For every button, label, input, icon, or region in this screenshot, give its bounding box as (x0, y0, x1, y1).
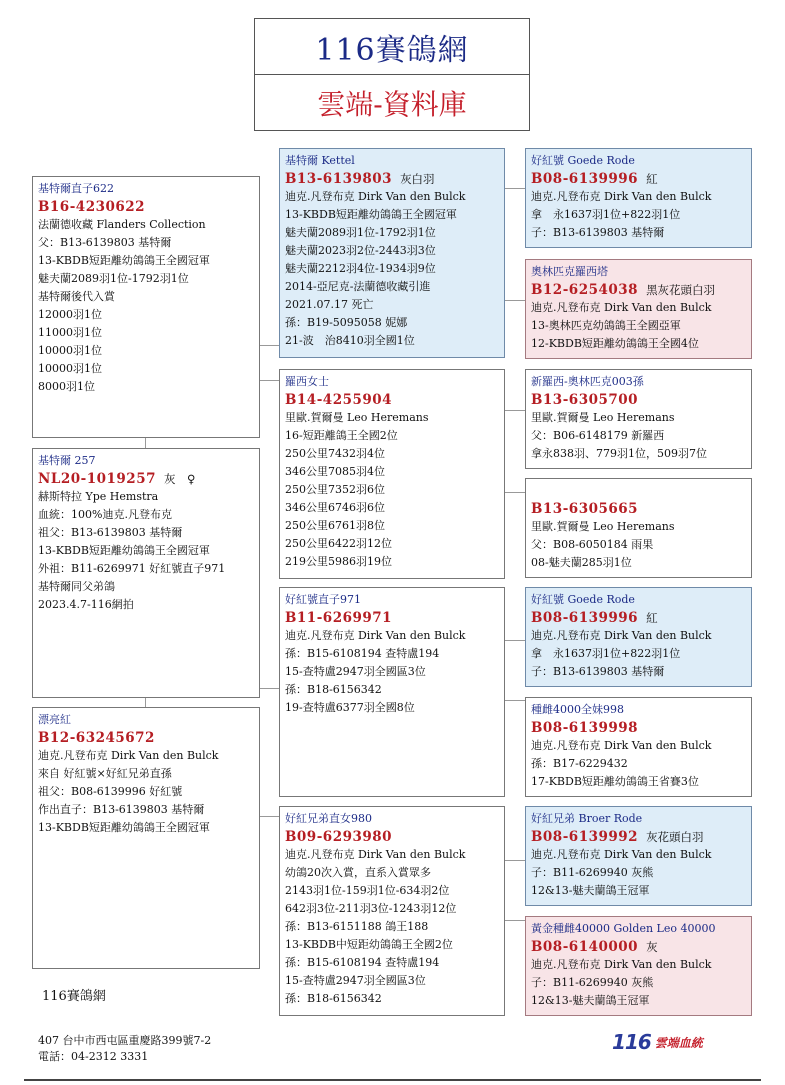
detail-line: 拿 永1637羽1位+822羽1位 (531, 647, 681, 660)
ring-number-text: B09-6293980 (285, 829, 393, 845)
pedigree-card-granddam (279, 806, 505, 1016)
detail-line: 里歐.賀爾曼 Leo Heremans (531, 411, 675, 424)
detail-line: 10000羽1位 (38, 362, 102, 375)
detail-line: 祖父：B13-6139803 基特爾 (38, 526, 183, 539)
contact-info (38, 1033, 211, 1065)
connector-line (505, 700, 525, 701)
detail-line: 基特爾後代入賞 (38, 290, 115, 303)
phone-text: 電話：04-2312 3331 (38, 1050, 149, 1063)
pedigree-card-great-granddam (525, 259, 752, 359)
detail-line: 迪克.凡登布克 Dirk Van den Bulck (531, 629, 712, 642)
detail-line: 魅夫蘭2212羽4位-1934羽9位 (285, 262, 436, 275)
detail-line: 迪克.凡登布克 Dirk Van den Bulck (531, 190, 712, 203)
ring-number-text: B08-6139992 (531, 829, 639, 845)
connector-line (260, 380, 280, 381)
pigeon-details (531, 188, 746, 242)
connector-line (505, 492, 525, 493)
ring-number (285, 391, 499, 409)
ring-number-text: B13-6305665 (531, 501, 639, 517)
detail-line: 祖父：B08-6139996 好紅號 (38, 785, 183, 798)
detail-line: 346公里6746羽6位 (285, 501, 385, 514)
detail-line: 子：B11-6269940 灰熊 (531, 866, 654, 879)
pigeon-details (531, 409, 746, 463)
pigeon-name: 黃金種雌40000 Golden Leo 40000 (531, 922, 716, 935)
detail-line: 19-查特盧6377羽全國8位 (285, 701, 415, 714)
color-note: 紅 (646, 611, 658, 625)
detail-line: 幼鴿20次入賞，直系入賞眾多 (285, 866, 431, 879)
detail-line: 13-KBDB短距離幼鴿鴿王全國冠軍 (38, 544, 210, 557)
detail-line: 基特爾同父弟鴿 (38, 580, 115, 593)
pigeon-name: 基特爾直子622 (38, 182, 114, 195)
pedigree-card-subject (32, 448, 260, 698)
pedigree-card-dam (32, 707, 260, 969)
detail-line: 219公里5986羽19位 (285, 555, 392, 568)
address-text: 407 台中市西屯區重慶路399號7-2 (38, 1034, 212, 1047)
detail-line: 迪克.凡登布克 Dirk Van den Bulck (38, 749, 219, 762)
detail-line: 迪克.凡登布克 Dirk Van den Bulck (285, 190, 466, 203)
detail-line: 13-KBDB短距離幼鴿鴿王全國冠軍 (285, 208, 457, 221)
detail-line: 10000羽1位 (38, 344, 102, 357)
pigeon-name: 基特爾 Kettel (285, 154, 355, 167)
ring-number (531, 609, 746, 627)
footer-site-name: 116賽鴿網 (42, 989, 106, 1004)
detail-line: 12&13-魅夫蘭鴿王冠軍 (531, 884, 650, 897)
detail-line: 里歐.賀爾曼 Leo Heremans (285, 411, 429, 424)
detail-line: 孫：B19-5095058 妮娜 (285, 316, 408, 329)
detail-line: 外祖：B11-6269971 好紅號直子971 (38, 562, 226, 575)
detail-line: 13-KBDB短距離幼鴿鴿王全國冠軍 (38, 821, 210, 834)
ring-number-text: B12-6254038 (531, 282, 639, 298)
pigeon-name: 好紅兄弟直女980 (285, 812, 372, 825)
detail-line: 法蘭德收藏 Flanders Collection (38, 218, 206, 231)
logo-text: 雲端血統 (654, 1035, 703, 1050)
detail-line: 迪克.凡登布克 Dirk Van den Bulck (285, 629, 466, 642)
pigeon-name: 好紅號直子971 (285, 593, 361, 606)
detail-line: 父：B13-6139803 基特爾 (38, 236, 172, 249)
detail-line: 8000羽1位 (38, 380, 95, 393)
ring-number-text: B08-6140000 (531, 939, 639, 955)
connector-line (505, 920, 525, 921)
detail-line: 迪克.凡登布克 Dirk Van den Bulck (531, 301, 712, 314)
detail-line: 父：B06-6148179 新羅西 (531, 429, 665, 442)
detail-line: 拿永838羽、779羽1位，509羽7位 (531, 447, 707, 460)
pigeon-name: 基特爾 257 (38, 454, 96, 467)
pigeon-details (285, 188, 499, 350)
ring-number (531, 281, 746, 299)
database-subtitle: 雲端-資料庫 (254, 74, 530, 131)
pigeon-name: 好紅號 Goede Rode (531, 154, 635, 167)
detail-line: 12&13-魅夫蘭鴿王冠軍 (531, 994, 650, 1007)
pigeon-name: 種雌4000全妹998 (531, 703, 624, 716)
detail-line: 子：B13-6139803 基特爾 (531, 226, 665, 239)
ring-number-text: B08-6139996 (531, 610, 639, 626)
detail-line: 08-魅夫蘭285羽1位 (531, 556, 632, 569)
ring-number (531, 170, 746, 188)
detail-line: 12-KBDB短距離幼鴿鴿王全國4位 (531, 337, 699, 350)
pigeon-details (285, 627, 499, 717)
ring-number (531, 938, 746, 956)
pigeon-details (531, 846, 746, 900)
ring-number-text: B08-6139998 (531, 720, 639, 736)
detail-line: 13-KBDB短距離幼鴿鴿王全國冠軍 (38, 254, 210, 267)
detail-line: 魅夫蘭2089羽1位-1792羽1位 (38, 272, 189, 285)
ring-number-text: B08-6139996 (531, 171, 639, 187)
pigeon-name: 新羅西-奧林匹克003孫 (531, 375, 644, 388)
detail-line: 赫斯特拉 Ype Hemstra (38, 490, 159, 503)
bottom-divider (24, 1079, 761, 1081)
pedigree-card-great-grandsire (525, 148, 752, 248)
pedigree-card-granddam (279, 369, 505, 579)
ring-number-text: B14-4255904 (285, 392, 393, 408)
detail-line: 子：B13-6139803 基特爾 (531, 665, 665, 678)
pigeon-details (38, 488, 254, 614)
brand-logo (612, 1030, 703, 1054)
pigeon-name: 好紅兄弟 Broer Rode (531, 812, 643, 825)
pedigree-card-great-granddam (525, 478, 752, 578)
pedigree-card-grandsire (279, 587, 505, 797)
detail-line: 250公里6422羽12位 (285, 537, 392, 550)
detail-line: 2143羽1位-159羽1位-634羽2位 (285, 884, 450, 897)
pedigree-card-great-grandsire (525, 587, 752, 687)
ring-number-text: B12-63245672 (38, 730, 155, 746)
pedigree-card-sire (32, 176, 260, 438)
color-note: 灰白羽 (400, 172, 435, 186)
ring-number (531, 500, 746, 518)
ring-number-text: B16-4230622 (38, 199, 146, 215)
detail-line: 2021.07.17 死亡 (285, 298, 374, 311)
ring-number (531, 391, 746, 409)
pigeon-details (38, 747, 254, 837)
detail-line: 346公里7085羽4位 (285, 465, 385, 478)
detail-line: 250公里7432羽4位 (285, 447, 385, 460)
pigeon-details (285, 409, 499, 571)
ring-number (38, 470, 254, 488)
pigeon-details (285, 846, 499, 1008)
detail-line: 13-KBDB中短距幼鴿鴿王全國2位 (285, 938, 453, 951)
detail-line: 血統：100%迪克.凡登布克 (38, 508, 172, 521)
pigeon-details (531, 737, 746, 791)
detail-line: 15-查特盧2947羽全國區3位 (285, 665, 426, 678)
pigeon-name: 羅西女士 (285, 375, 329, 388)
connector-line (505, 640, 525, 641)
detail-line: 13-奧林匹克幼鴿鴿王全國亞軍 (531, 319, 681, 332)
detail-line: 2023.4.7-116網拍 (38, 598, 134, 611)
ring-number (38, 729, 254, 747)
pigeon-name: 奧林匹克羅西塔 (531, 265, 608, 278)
pigeon-name (531, 482, 746, 500)
detail-line: 來自 好紅號×好紅兄弟直孫 (38, 767, 172, 780)
detail-line: 里歐.賀爾曼 Leo Heremans (531, 520, 675, 533)
color-note: 灰 ♀ (163, 472, 196, 486)
detail-line: 642羽3位-211羽3位-1243羽12位 (285, 902, 457, 915)
pigeon-details (531, 299, 746, 353)
ring-number-text: B11-6269971 (285, 610, 393, 626)
detail-line: 11000羽1位 (38, 326, 102, 339)
detail-line: 子：B11-6269940 灰熊 (531, 976, 654, 989)
pigeon-name: 漂亮紅 (38, 713, 71, 726)
detail-line: 12000羽1位 (38, 308, 102, 321)
ring-number (285, 609, 499, 627)
ring-number-text: NL20-1019257 (38, 471, 156, 487)
detail-line: 孫：B18-6156342 (285, 683, 382, 696)
ring-number (38, 198, 254, 216)
site-title: 116賽鴿網 (254, 18, 530, 75)
ring-number (531, 719, 746, 737)
ring-number (285, 828, 499, 846)
ring-number (531, 828, 746, 846)
detail-line: 孫：B13-6151188 鴿王188 (285, 920, 429, 933)
detail-line: 250公里7352羽6位 (285, 483, 385, 496)
detail-line: 迪克.凡登布克 Dirk Van den Bulck (531, 848, 712, 861)
connector-line (505, 188, 525, 189)
detail-line: 15-查特盧2947羽全國區3位 (285, 974, 426, 987)
detail-line: 2014-亞尼克-法蘭德收藏引進 (285, 280, 431, 293)
pigeon-details (531, 627, 746, 681)
pedigree-card-great-grandsire (525, 369, 752, 469)
ring-number-text: B13-6305700 (531, 392, 639, 408)
detail-line: 迪克.凡登布克 Dirk Van den Bulck (531, 739, 712, 752)
detail-line: 孫：B17-6229432 (531, 757, 628, 770)
pigeon-details (531, 956, 746, 1010)
ring-number (285, 170, 499, 188)
detail-line: 迪克.凡登布克 Dirk Van den Bulck (531, 958, 712, 971)
detail-line: 拿 永1637羽1位+822羽1位 (531, 208, 681, 221)
detail-line: 迪克.凡登布克 Dirk Van den Bulck (285, 848, 466, 861)
color-note: 黑灰花頭白羽 (646, 283, 716, 297)
detail-line: 孫：B15-6108194 查特盧194 (285, 647, 440, 660)
pigeon-name: 好紅號 Goede Rode (531, 593, 635, 606)
detail-line: 250公里6761羽8位 (285, 519, 385, 532)
pedigree-card-great-granddam (525, 697, 752, 797)
pigeon-details (531, 518, 746, 572)
connector-line (505, 860, 525, 861)
connector-line (505, 300, 525, 301)
pedigree-card-great-granddam (525, 916, 752, 1016)
connector-line (260, 345, 280, 346)
color-note: 灰花頭白羽 (646, 830, 704, 844)
detail-line: 17-KBDB短距離幼鴿鴿王省賽3位 (531, 775, 699, 788)
color-note: 紅 (646, 172, 658, 186)
logo-number: 116 (612, 1030, 651, 1054)
connector-line (260, 688, 280, 689)
connector-line (260, 816, 280, 817)
detail-line: 作出直子：B13-6139803 基特爾 (38, 803, 205, 816)
detail-line: 魅夫蘭2023羽2位-2443羽3位 (285, 244, 436, 257)
detail-line: 孫：B15-6108194 查特盧194 (285, 956, 440, 969)
detail-line: 父：B08-6050184 雨果 (531, 538, 654, 551)
detail-line: 16-短距離鴿王全國2位 (285, 429, 398, 442)
detail-line: 孫：B18-6156342 (285, 992, 382, 1005)
pigeon-details (38, 216, 254, 396)
connector-line (505, 410, 525, 411)
pedigree-card-grandsire (279, 148, 505, 358)
detail-line: 魅夫蘭2089羽1位-1792羽1位 (285, 226, 436, 239)
detail-line: 21-波 治8410羽全國1位 (285, 334, 415, 347)
ring-number-text: B13-6139803 (285, 171, 393, 187)
color-note: 灰 (646, 940, 658, 954)
pedigree-card-great-grandsire (525, 806, 752, 906)
